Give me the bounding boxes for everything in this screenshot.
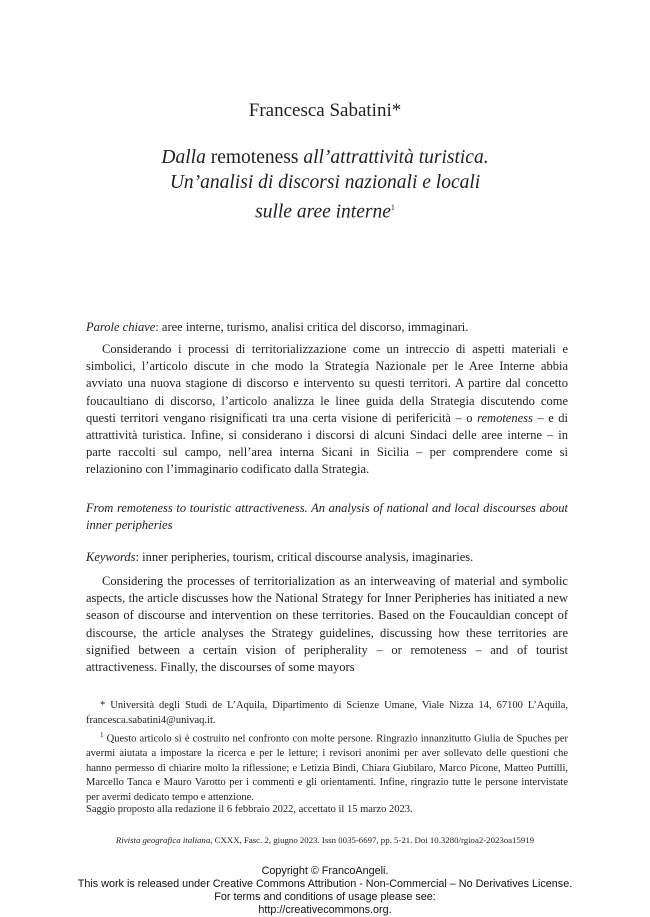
abstract-text: – e di attrattività turistica. Infine, si considerano i discorsi di alcuni Sindaci delle aree interne – in parte raccolti sul campo, nell’area interna Sicani in Sicilia – per comprendere come si relazionino con l’immaginario codificato dalla Strategia. <box>86 410 568 477</box>
footnote-acknowledgements <box>86 728 568 805</box>
abstract-italic-term: remoteness <box>477 410 533 425</box>
license-line: This work is released under Creative Commons Attribution - Non-Commercial – No Derivatives License. <box>77 878 573 890</box>
english-title: From remoteness to touristic attractiveness. An analysis of national and local discourses about inner peripheries <box>86 501 568 532</box>
keywords-text: : aree interne, turismo, analisi critica del discorso, immaginari. <box>155 320 469 334</box>
italian-keywords <box>86 319 568 336</box>
title-line-3 <box>0 195 650 225</box>
citation-details: , CXXX, Fasc. 2, giugno 2023. Issn 0035-6697, pp. 5-21. Doi 10.3280/rgioa2-2023oa15919 <box>210 835 535 845</box>
terms-line: For terms and conditions of usage please see: <box>214 891 436 903</box>
abstract-text: Considerando i processi di territorializzazione come un intreccio di aspetti materiali e simbolici, l’articolo discute in che modo la Strategia Nazionale per le Aree Interne abbia avviato una nuova stagione di discorso e intervento su questi territori. A partire dal concetto foucaultiano di discorso, l’articolo analizza le linee guida della Strategia discutendo come questi territori vengano risignificati tra una certa visione di perifericità – o <box>86 342 568 425</box>
keywords-text: : inner peripheries, tourism, critical discourse analysis, imaginaries. <box>135 550 474 564</box>
footnote-mark: 1 <box>100 731 104 739</box>
keywords-label: Parole chiave <box>86 320 156 334</box>
title-text: all’attrattività turistica. <box>298 147 489 168</box>
copyright-line: Copyright © FrancoAngeli. <box>261 865 389 877</box>
license-link[interactable]: http://creativecommons.org. <box>258 904 392 916</box>
title-text: Dalla <box>161 147 211 168</box>
journal-citation <box>0 835 650 845</box>
submission-dates: Saggio proposto alla redazione il 6 febbraio 2022, accettato il 15 marzo 2023. <box>86 804 413 815</box>
title-text: sulle aree interne <box>255 201 391 223</box>
footnote-text: Questo articolo si è costruito nel confronto con molte persone. Ringrazio innanzitutto Giulia de Spuches per avermi aiutata a impostare la ricerca e per le letture; i revisori anonimi per aver sollevato delle questioni che hanno permesso di chiarire molto la riflessione; e Letizia Bindi, Chiara Giubilaro, Marco Picone, Matteo Puttilli, Marcello Tanca e Mauro Varotto per i commenti e gli orientamenti. Infine, ringrazio tutte le persone intervistate per avermi dedicato tempo e attenzione. <box>86 733 568 803</box>
copyright-notice <box>0 865 650 917</box>
footnote-mark: 1 <box>390 203 395 212</box>
article-title <box>0 145 650 225</box>
title-line-2: Un’analisi di discorsi nazionali e locali <box>169 172 481 193</box>
title-line-1 <box>0 145 650 170</box>
journal-name: Rivista geografica italiana <box>115 835 211 845</box>
keywords-label: Keywords <box>86 550 136 564</box>
italian-abstract <box>86 341 568 479</box>
author-name: Francesca Sabatini* <box>248 100 402 121</box>
english-keywords <box>86 549 568 566</box>
footnote-author-affiliation: * Università degli Studi de L’Aquila, Dipartimento di Scienze Umane, Viale Nizza 14, 67100 L’Aquila, francesca.sabatini4@univaq.it. <box>86 700 568 726</box>
english-abstract: Considering the processes of territorialization as an interweaving of material and symbolic aspects, the article discusses how the National Strategy for Inner Peripheries has initiated a new season of discourse and intervention on these territories. Based on the Foucauldian concept of discourse, the article analyses the Strategy guidelines, discussing how these territories are signified between a certain vision of peripherality – or remoteness – and of tourist attractiveness. Finally, the discourses of some mayors <box>86 574 568 675</box>
title-text: remoteness <box>210 147 299 168</box>
